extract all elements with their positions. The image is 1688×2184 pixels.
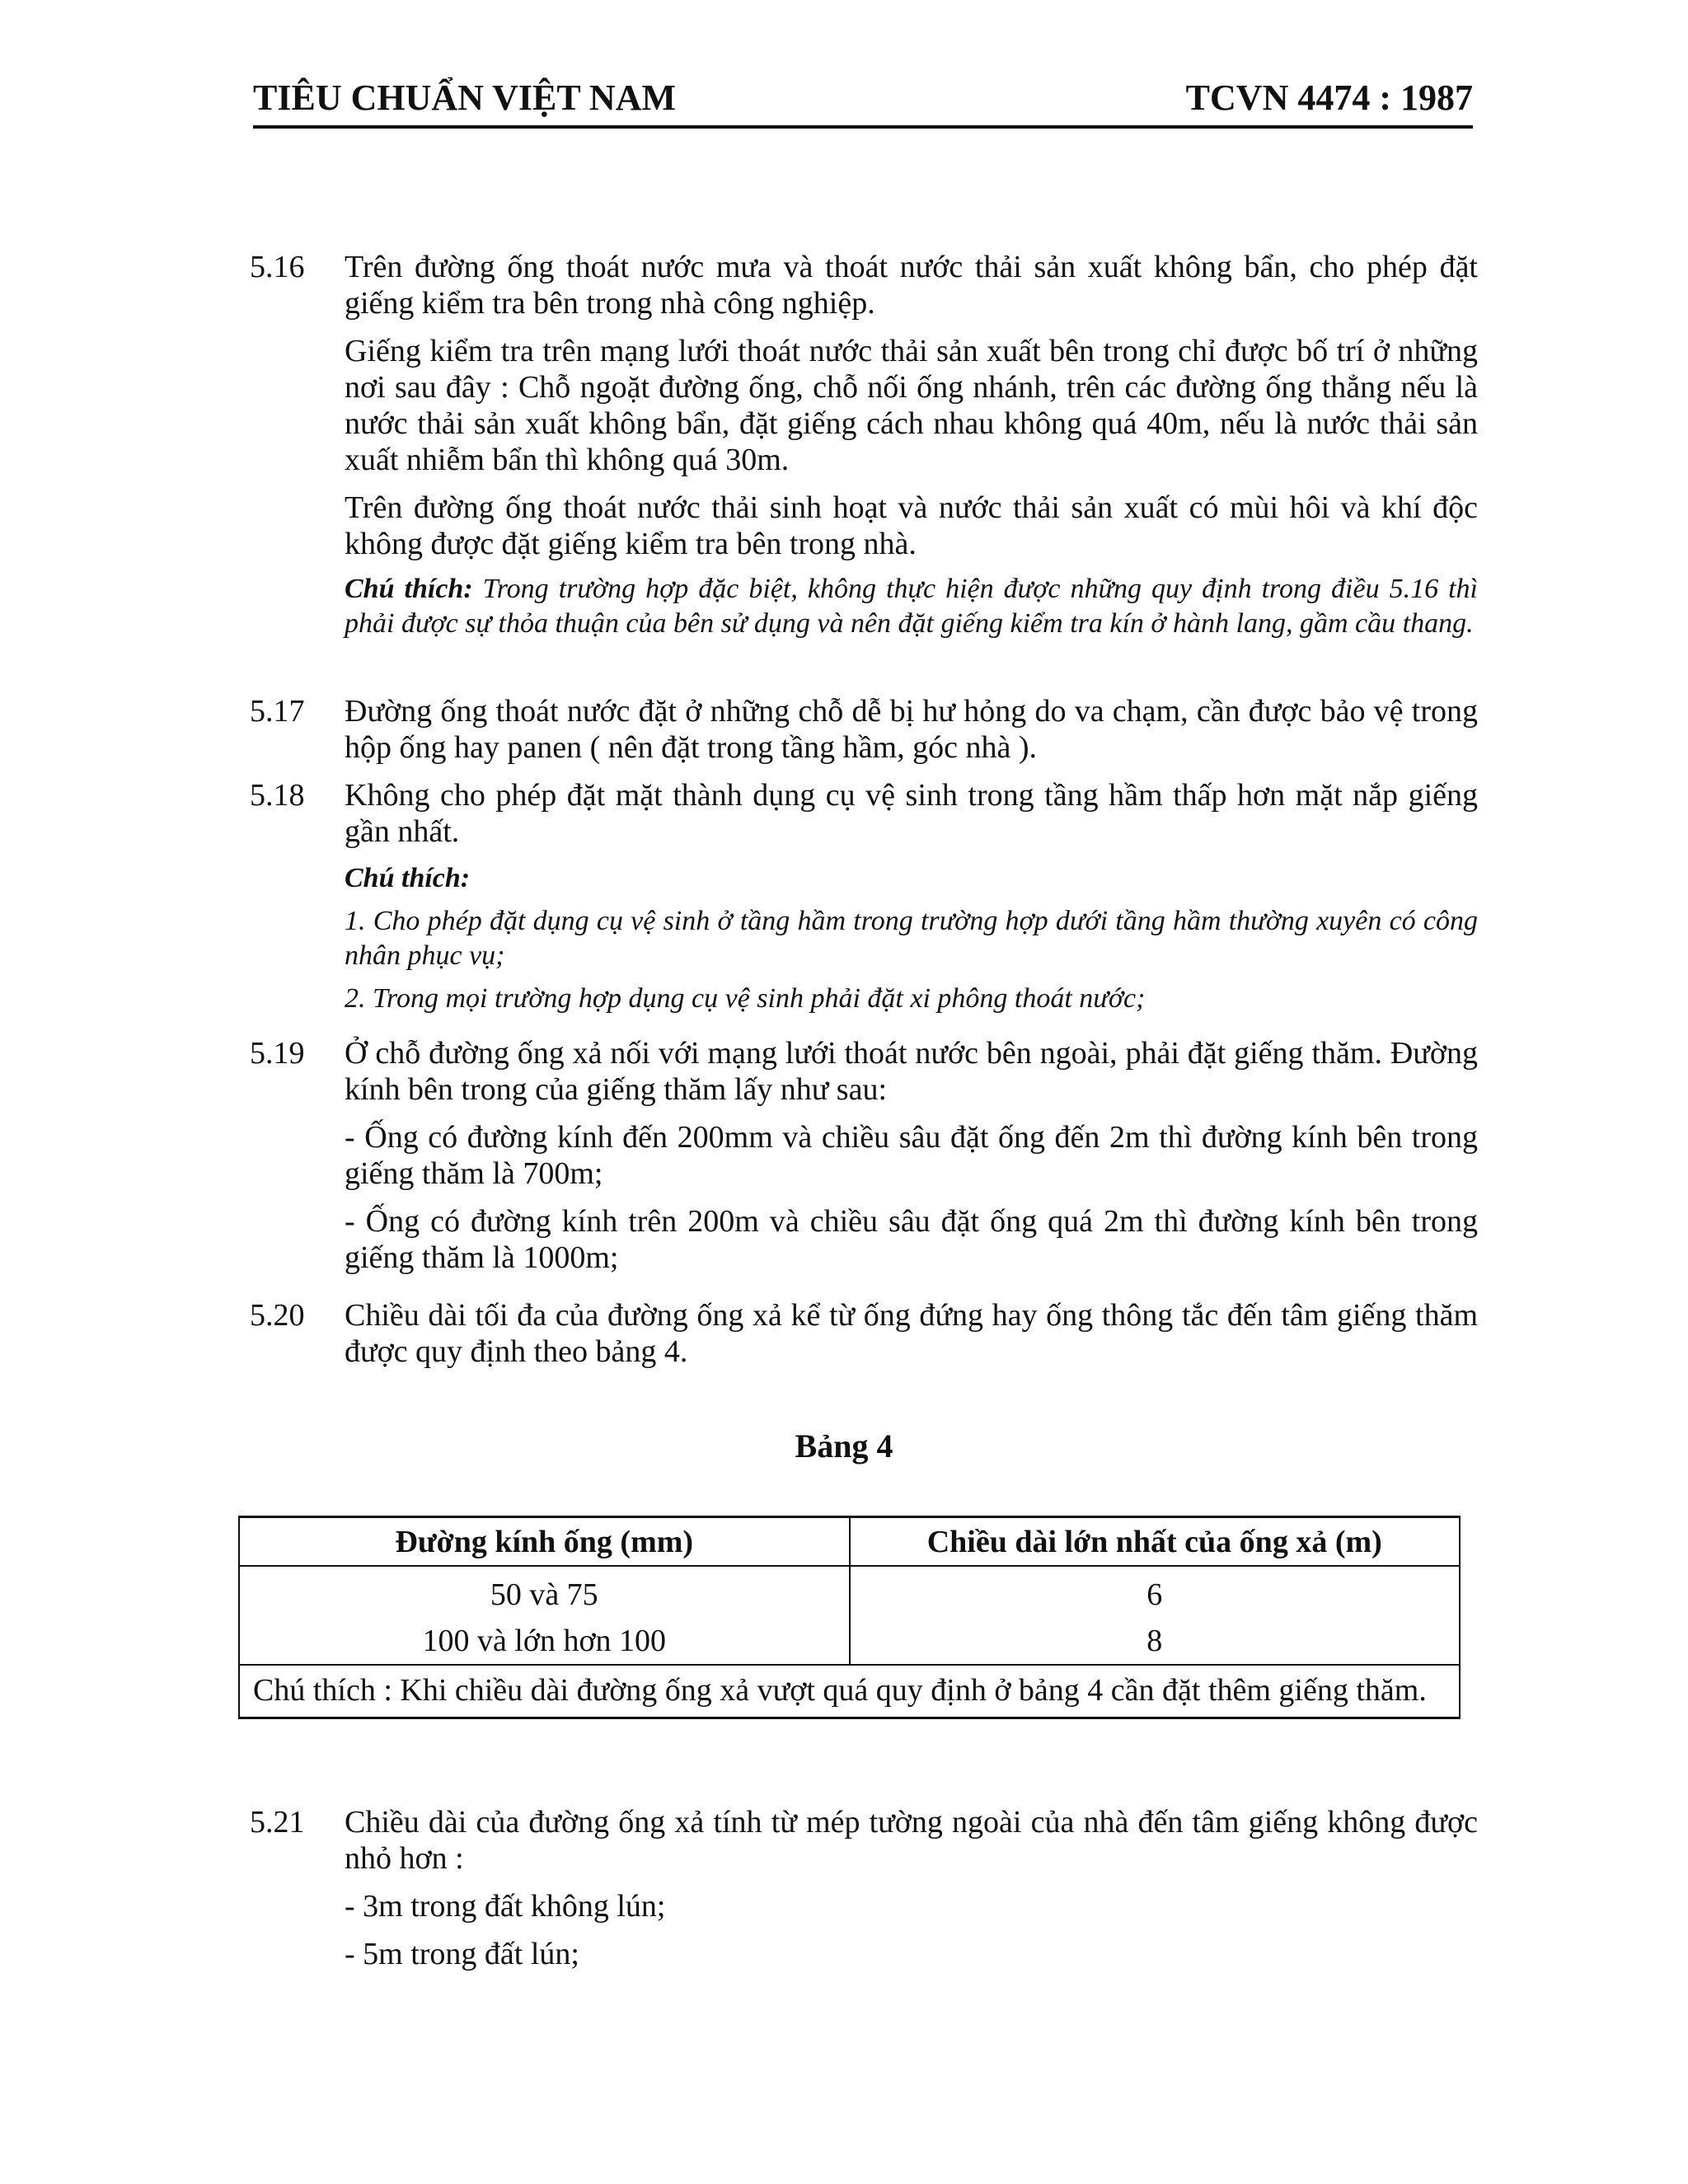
note-label: Chú thích: <box>345 863 471 893</box>
table-cell: 6 <box>850 1566 1461 1618</box>
bullet-item: - Ống có đường kính trên 200m và chiều sâu đặt ống quá 2m thì đường kính bên trong giếng thăm là 1000m; <box>345 1204 1478 1275</box>
table-note-row <box>239 1665 1460 1718</box>
bullet-item: - Ống có đường kính đến 200mm và chiều sâu đặt ống đến 2m thì đường kính bên trong giếng thăm là 700m; <box>345 1120 1478 1191</box>
table-cell: 8 <box>850 1618 1461 1665</box>
paragraph: Trên đường ống thoát nước thải sinh hoạt và nước thải sản xuất có mùi hôi và khí độc không được đặt giếng kiểm tra bên trong nhà. <box>345 490 1478 561</box>
header-standard-title: TIÊU CHUẨN VIỆT NAM <box>253 77 677 118</box>
section-number: 5.21 <box>250 1805 305 1840</box>
table-note: Chú thích : Khi chiều dài đường ống xả vượt quá quy định ở bảng 4 cần đặt thêm giếng thăm. <box>239 1665 1460 1718</box>
table-4 <box>238 1516 1461 1719</box>
section-body <box>345 249 1478 641</box>
table-cell: 100 và lớn hơn 100 <box>239 1618 850 1665</box>
bullet-item: - 3m trong đất không lún; <box>345 1889 666 1924</box>
section-number: 5.17 <box>250 694 305 729</box>
section-number: 5.16 <box>250 250 305 284</box>
table-row <box>239 1566 1460 1618</box>
note-item: 2. Trong mọi trường hợp dụng cụ vệ sinh phải đặt xi phông thoát nước; <box>345 983 1146 1014</box>
header-standard-code: TCVN 4474 : 1987 <box>1185 77 1473 118</box>
section-body <box>345 1035 1478 1276</box>
table-title: Bảng 4 <box>795 1427 893 1465</box>
note <box>345 572 1478 641</box>
section-number: 5.20 <box>250 1298 305 1333</box>
paragraph: Chiều dài tối đa của đường ống xả kể từ ống đứng hay ống thông tắc đến tâm giếng thăm được quy định theo bảng 4. <box>345 1298 1478 1369</box>
note-label: Chú thích: <box>345 574 473 604</box>
paragraph: Chiều dài của đường ống xả tính từ mép tường ngoài của nhà đến tâm giếng không được nhỏ hơn : <box>345 1805 1478 1876</box>
paragraph: Trên đường ống thoát nước mưa và thoát nước thải sản xuất không bẩn, cho phép đặt giếng kiểm tra bên trong nhà công nghiệp. <box>345 250 1478 321</box>
column-header: Đường kính ống (mm) <box>239 1517 850 1567</box>
page-header <box>253 76 1473 129</box>
paragraph: Đường ống thoát nước đặt ở những chỗ dễ bị hư hỏng do va chạm, cần được bảo vệ trong hộp ống hay panen ( nên đặt trong tầng hầm, góc nhà ). <box>345 694 1478 765</box>
section-body <box>345 777 1478 1016</box>
section-number: 5.18 <box>250 778 305 813</box>
section-body <box>345 1804 1478 1972</box>
section-body <box>345 693 1478 766</box>
paragraph: Ở chỗ đường ống xả nối với mạng lưới thoát nước bên ngoài, phải đặt giếng thăm. Đường kính bên trong của giếng thăm lấy như sau: <box>345 1036 1478 1107</box>
section-body <box>345 1297 1478 1370</box>
paragraph: Không cho phép đặt mặt thành dụng cụ vệ sinh trong tầng hầm thấp hơn mặt nắp giếng gần nhất. <box>345 778 1478 849</box>
table-cell: 50 và 75 <box>239 1566 850 1618</box>
bullet-item: - 5m trong đất lún; <box>345 1937 579 1971</box>
note-item: 1. Cho phép đặt dụng cụ vệ sinh ở tầng hầm trong trường hợp dưới tầng hầm thường xuyên có công nhân phục vụ; <box>345 906 1478 971</box>
table-row <box>239 1618 1460 1665</box>
paragraph: Giếng kiểm tra trên mạng lưới thoát nước thải sản xuất bên trong chỉ được bố trí ở những nơi sau đây : Chỗ ngoặt đường ống, chỗ nối ống nhánh, trên các đường ống thẳng nếu là nước thải sản xuất không bẩn, đặt giếng cách nhau không quá 40m, nếu là nước thải sản xuất nhiễm bẩn thì không quá 30m. <box>345 334 1478 477</box>
column-header: Chiều dài lớn nhất của ống xả (m) <box>850 1517 1461 1567</box>
table-header-row <box>239 1517 1460 1567</box>
section-number: 5.19 <box>250 1036 305 1071</box>
note-text: Trong trường hợp đặc biệt, không thực hiện được những quy định trong điều 5.16 thì phải được sự thỏa thuận của bên sử dụng và nên đặt giếng kiểm tra kín ở hành lang, gầm cầu thang. <box>345 574 1479 639</box>
